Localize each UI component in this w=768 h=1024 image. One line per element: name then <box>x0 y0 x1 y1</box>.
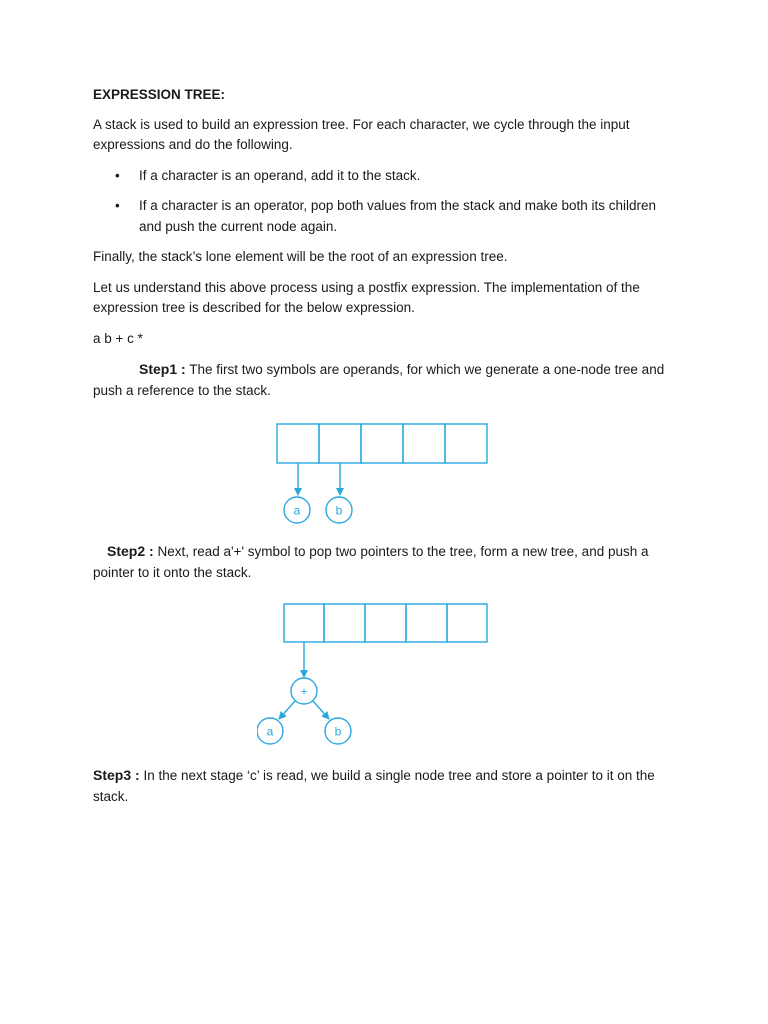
node-label-a: a <box>266 724 274 739</box>
step2-diagram <box>257 603 497 751</box>
node-label-plus: + <box>300 684 308 699</box>
stack-cell <box>361 424 403 463</box>
stack-cell <box>406 604 447 642</box>
list-item: • If a character is an operand, add it to the stack. <box>93 166 673 187</box>
stack-cell <box>319 424 361 463</box>
explanation-paragraph: Let us understand this above process using a postfix expression. The implementation of the expression tree is described for the below expression. <box>93 279 640 315</box>
stack-cell <box>277 424 319 463</box>
finally-paragraph: Finally, the stack’s lone element will be the root of an expression tree. <box>93 249 508 264</box>
stack-cell <box>447 604 487 642</box>
stack-cell <box>403 424 445 463</box>
step3-paragraph <box>93 765 673 807</box>
step2-paragraph <box>93 541 673 583</box>
document-content <box>93 85 673 807</box>
intro-paragraph: A stack is used to build an expression tree. For each character, we cycle through the input expressions and do the following. <box>93 116 630 152</box>
stack-array <box>284 604 487 642</box>
stack-cell <box>284 604 324 642</box>
stack-cell <box>365 604 406 642</box>
postfix-expression: a b + c * <box>93 330 143 346</box>
edge-right <box>313 701 329 719</box>
stack-cell <box>445 424 487 463</box>
stack-array <box>277 424 487 463</box>
page-title: EXPRESSION TREE: <box>93 87 226 102</box>
step2-text: Next, read a'+' symbol to pop two pointers to the tree, form a new tree, and push a pointer to it onto the stack. <box>93 544 649 580</box>
step1-label: Step1 : <box>139 361 186 377</box>
node-label-a: a <box>293 503 301 518</box>
node-label-b: b <box>334 724 342 739</box>
edge-left <box>279 701 295 719</box>
stack-cell <box>324 604 365 642</box>
step1-text: The first two symbols are operands, for which we generate a one-node tree and push a reference to the stack. <box>93 362 665 398</box>
list-item: • If a character is an operator, pop both values from the stack and make both its children and push the current node again. <box>93 196 673 237</box>
step2-label: Step2 : <box>107 543 154 559</box>
rules-list <box>93 166 673 238</box>
step1-paragraph <box>93 359 673 401</box>
step1-diagram <box>276 423 490 527</box>
step3-text: In the next stage ‘c’ is read, we build a single node tree and store a pointer to it on the stack. <box>93 768 655 804</box>
step3-label: Step3 : <box>93 767 140 783</box>
node-label-b: b <box>335 503 343 518</box>
